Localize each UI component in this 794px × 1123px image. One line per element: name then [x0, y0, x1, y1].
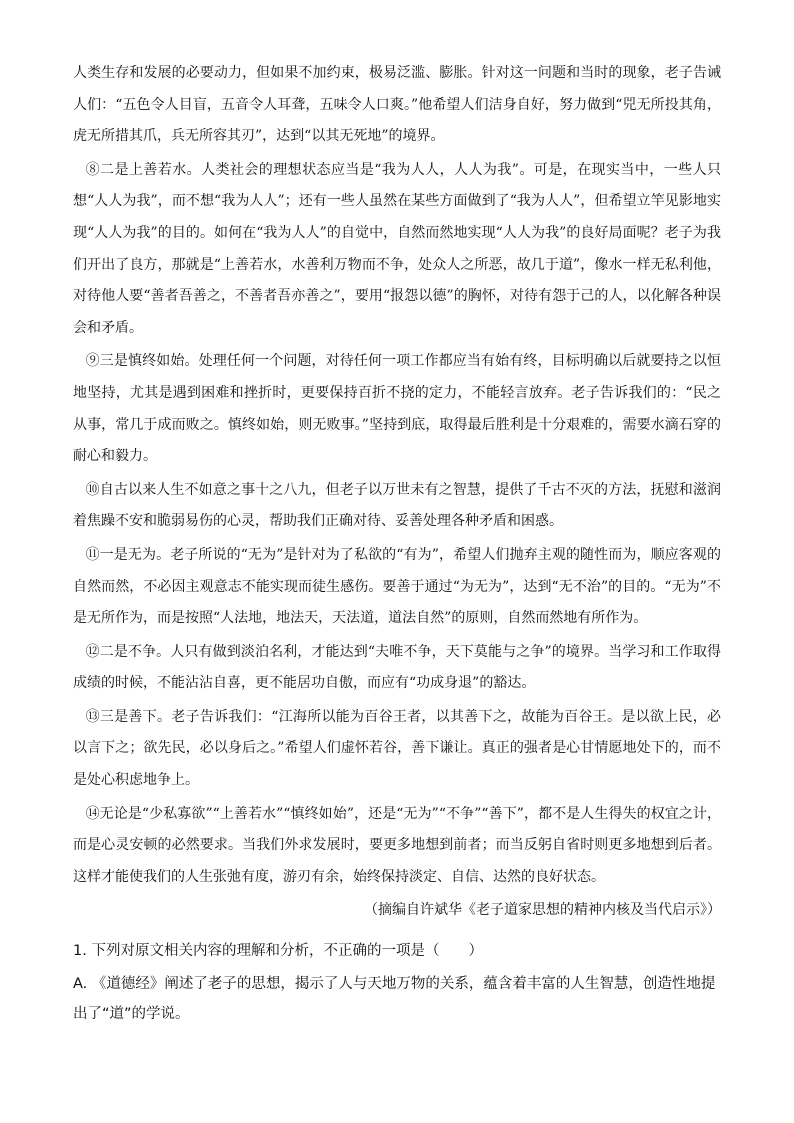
option-a: A. 《道德经》阐述了老子的思想，揭示了人与天地万物的关系，蕴含着丰富的人生智慧，创造性地提出了“道”的学说。: [73, 976, 716, 1022]
paragraph-11: ⑪一是无为。老子所说的“无为”是针对为了私欲的“有为”，希望人们抛弃主观的随性而为，顺应客观的自然而然，不必因主观意志不能实现而徒生感伤。要善于通过“为无为”，达到“无不治”的目的。“无为”不是无所作为，而是按照“人法地，地法天，天法道，道法自然”的原则，自然而然地有所作为。: [73, 546, 721, 627]
paragraph-14: ⑭无论是“少私寡欲”“上善若水”“慎终如始”，还是“无为”“不争”“善下”，都不是人生得失的权宜之计，而是心灵安顿的必然要求。当我们外求发展时，要更多地想到前者；而当反躬自省时则更多地想到后者。这样才能使我们的人生张弛有度，游刃有余，始终保持淡定、自信、达然的良好状态。: [73, 805, 721, 885]
paragraph-8: ⑧二是上善若水。人类社会的理想状态应当是“我为人人，人人为我”。可是，在现实当中，一些人只想“人人为我”，而不想“我为人人”；还有一些人虽然在某些方面做到了“我为人人”，但希望立竿见影地实现“人人为我”的目的。如何在“我为人人”的自觉中，自然而然地实现“人人为我”的良好局面呢？老子为我们开出了良方，那就是“上善若水，水善利万物而不争，处众人之所恶，故几于道”，像水一样无私利他，对待他人要“善者吾善之，不善者吾亦善之”，要用“报怨以德”的胸怀，对待有怨于己的人，以化解各种误会和矛盾。: [73, 161, 721, 336]
paragraph-10: ⑩自古以来人生不如意之事十之八九，但老子以万世未有之智慧，提供了千古不灭的方法，抚慰和滋润着焦躁不安和脆弱易伤的心灵，帮助我们正确对待、妥善处理各种矛盾和困惑。: [73, 481, 721, 530]
question-stem: 1. 下列对原文相关内容的理解和分析，不正确的一项是（ ）: [73, 943, 483, 959]
paragraph-12: ⑫二是不争。人只有做到淡泊名利，才能达到“夫唯不争，天下莫能与之争”的境界。当学习和工作取得成绩的时候，不能沾沾自喜，更不能居功自傲，而应有“功成身退”的豁达。: [73, 643, 721, 692]
question-block: [73, 936, 723, 1029]
paragraph-13: ⑬三是善下。老子告诉我们：“江海所以能为百谷王者，以其善下之，故能为百谷王。是以欲上民，必以言下之；欲先民，必以身后之。”希望人们虚怀若谷，善下谦让。真正的强者是心甘情愿地处下的，而不是处心积虑地争上。: [73, 708, 721, 789]
paragraph-continued: 人类生存和发展的必要动力，但如果不加约束，极易泛滥、膨胀。针对这一问题和当时的现象，老子告诫人们：“五色令人目盲，五音令人耳聋，五味令人口爽。”他希望人们洁身自好，努力做到“兕无所投其角，虎无所措其爪，兵无所容其刃”，达到“以其无死地”的境界。: [73, 65, 721, 145]
source-citation: （摘编自许斌华《老子道家思想的精神内核及当代启示》）: [364, 902, 721, 919]
paragraph-9: ⑨三是慎终如始。处理任何一个问题，对待任何一项工作都应当有始有终，目标明确以后就要持之以恒地坚持，尤其是遇到困难和挫折时，更要保持百折不挠的定力，不能轻言放弃。老子告诉我们的：“民之从事，常几于成而败之。慎终如始，则无败事。”坚持到底，取得最后胜利是十分艰难的，需要水滴石穿的耐心和毅力。: [73, 353, 721, 465]
passage-body: [73, 58, 721, 929]
